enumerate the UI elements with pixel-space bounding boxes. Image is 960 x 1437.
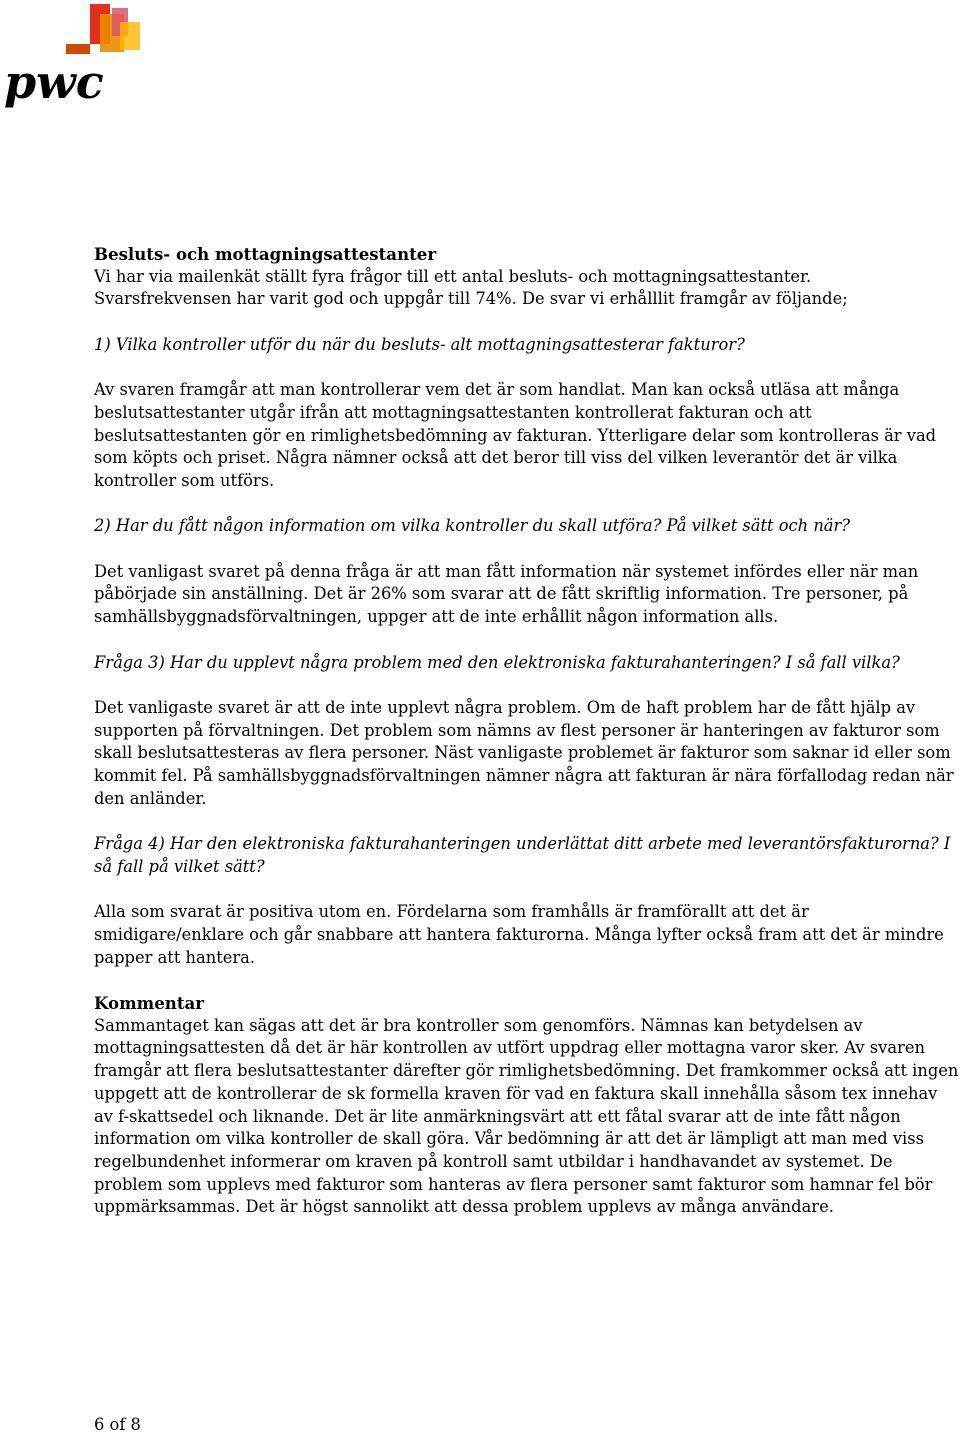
comment-body: Sammantaget kan sägas att det är bra kontroller som genomförs. Nämnas kan betydelsen av mottagningsattesten då det är här kontrollen av utfört uppdrag eller mottagna varor sker. Av svaren framgår att flera beslutsattestanter därefter gör rimlighetsbedömning. Det framkommer också att ingen uppgett att de kontrollerar de sk formella kraven för vad en faktura skall innehålla såsom tex innehav av f-skattsedel och liknande. Det är lite anmärkningsvärt att ett fåtal svarar att de inte fått någon information om vilka kontroller de skall göra. Vår bedömning är att det är lämpligt att man med viss regelbundenhet informerar om kraven på kontroll samt utbildar i handhavandet av systemet. De problem som upplevs med fakturor som hanteras av flera personer samt fakturor som hamnar fel bör uppmärksammas. Det är högst sannolikt att dessa problem upplevs av många användare.: [94, 1015, 959, 1217]
pwc-logo: [0, 0, 150, 112]
answer-3: Det vanligaste svaret är att de inte upplevt några problem. Om de haft problem har de fått hjälp av supporten på förvaltningen. Det problem som nämns av flest personer är hanteringen av fakturor som skall beslutsattesteras av flera personer. Näst vanligaste problemet är fakturor som saknar id eller som kommit fel. På samhällsbyggnadsförvaltningen nämner några att fakturan är nära förfallodag redan när den anländer.: [94, 697, 954, 808]
answer-1: Av svaren framgår att man kontrollerar vem det är som handlat. Man kan också utläsa att många beslutsattestanter utgår ifrån att mottagningsattestanten kontrollerat fakturan och att beslutsattestanten gör en rimlighetsbedömning av fakturan. Ytterligare delar som kontrolleras är vad som köpts och priset. Några nämner också att det beror till viss del vilken leverantör det är vilka kontroller som utförs.: [94, 380, 937, 490]
comment-heading: Kommentar: [94, 993, 205, 1014]
answer-4: Alla som svarat är positiva utom en. Fördelarna som framhålls är framförallt att det är smidigare/enklare och går snabbare att hantera fakturorna. Många lyfter också fram att det är mindre papper att hantera.: [94, 902, 944, 967]
question-3: Fråga 3) Har du upplevt några problem med den elektroniska fakturahanteringen? I så fall vilka?: [94, 652, 900, 672]
answer-2: Det vanligast svaret på denna fråga är att man fått information när systemet infördes eller när man påbörjade sin anställning. Det är 26% som svarar att de fått skriftlig information. Tre personer, på samhällsbyggnadsförvaltningen, uppger att de inte erhållit någon information alls.: [94, 561, 919, 627]
question-1: 1) Vilka kontroller utför du när du besluts- alt mottagningsattesterar fakturor?: [94, 334, 745, 354]
intro-line-1: Vi har via mailenkät ställt fyra frågor till ett antal besluts- och mottagningsattestanter.: [94, 266, 812, 286]
pwc-logo-mark: [0, 0, 150, 112]
intro-line-2: Svarsfrekvensen har varit god och uppgår till 74%. De svar vi erhålllit framgår av följande;: [94, 289, 848, 309]
svg-text:pwc: pwc: [4, 55, 104, 109]
section-heading: Besluts- och mottagningsattestanter: [94, 244, 437, 264]
question-2: 2) Har du fått någon information om vilka kontroller du skall utföra? På vilket sätt och när?: [94, 516, 851, 536]
document-body: [94, 243, 960, 1219]
question-4: Fråga 4) Har den elektroniska fakturahanteringen underlättat ditt arbete med leverantörsfakturorna? I så fall på vilket sätt?: [94, 834, 951, 876]
page-number: 6 of 8: [94, 1415, 141, 1434]
